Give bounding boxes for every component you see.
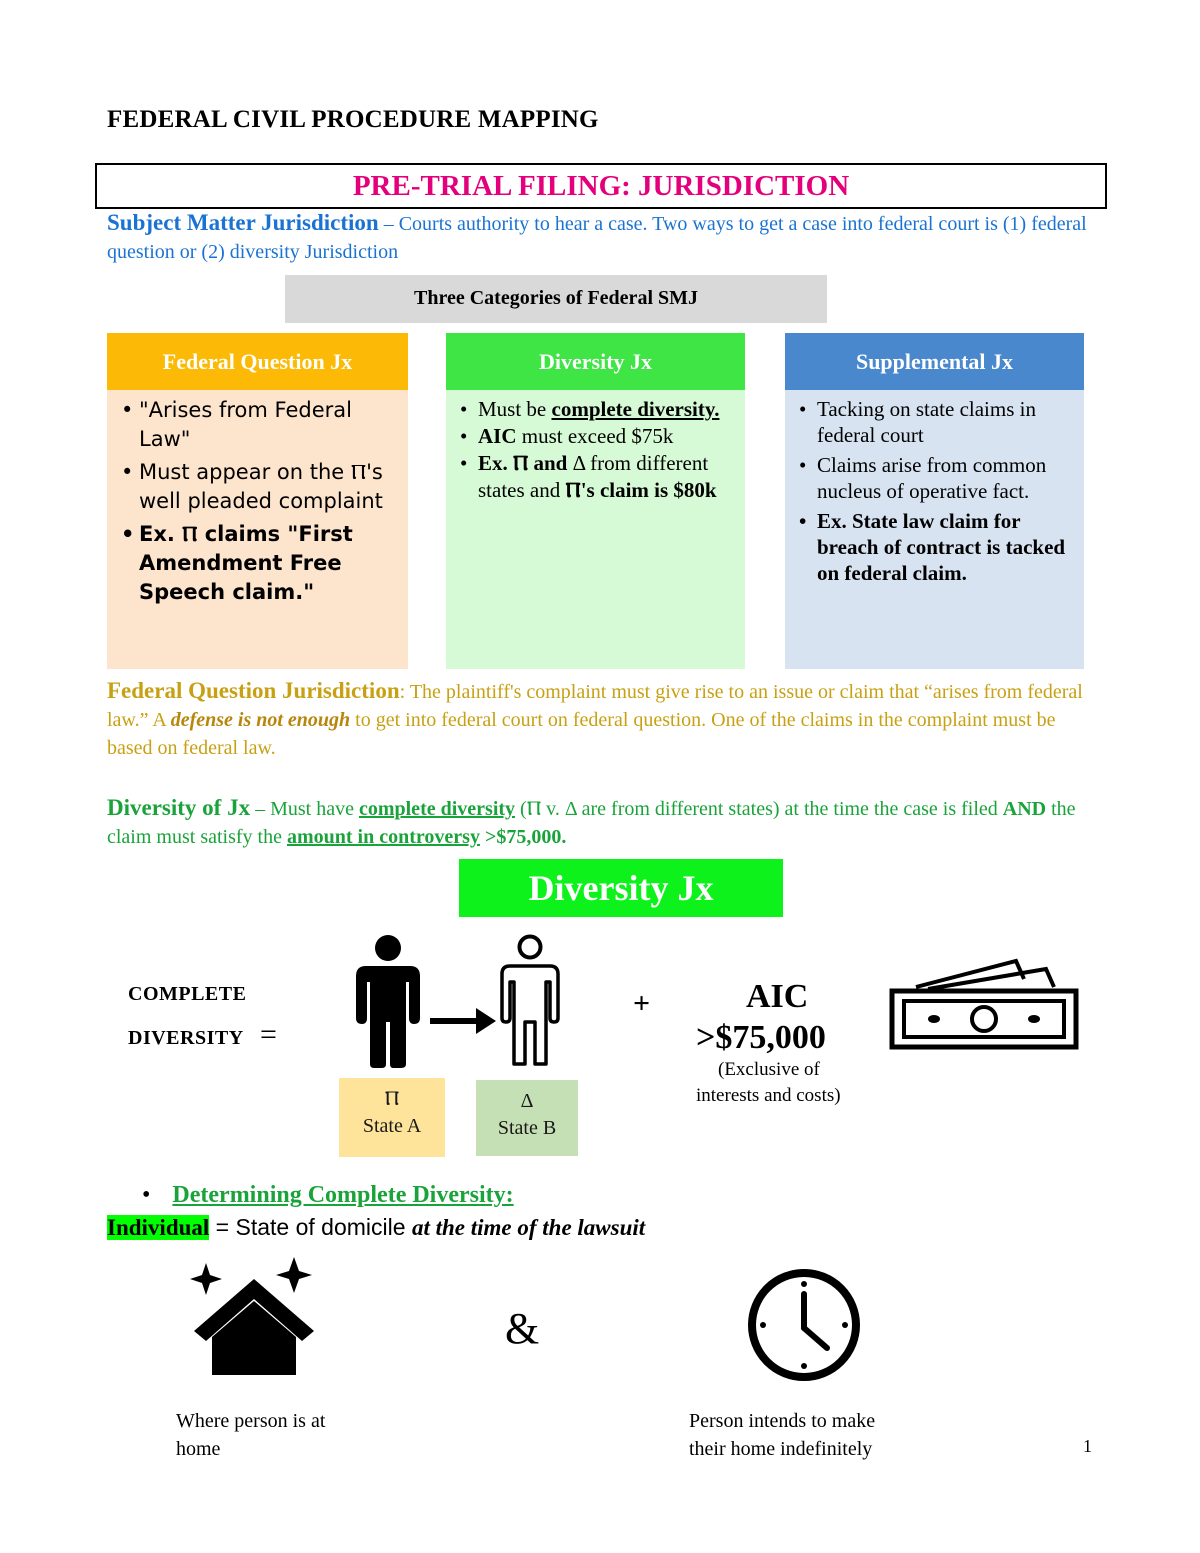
- list-item: • Ex. Ⲡ and Δ from different states and Ⲡ's claim is $80k: [460, 450, 733, 504]
- state-a-label: State A: [362, 1115, 422, 1137]
- equals-sign: =: [260, 1018, 277, 1051]
- page-number: 1: [1083, 1436, 1092, 1456]
- state-a-box: [339, 1078, 445, 1157]
- plus-sign: +: [633, 987, 651, 1020]
- clock-icon: [745, 1266, 863, 1384]
- arrow-right-icon: [430, 1008, 496, 1034]
- individual-highlight: Individual: [107, 1215, 210, 1240]
- determining-heading: • Determining Complete Diversity:: [142, 1182, 514, 1208]
- card-header-diversity: Diversity Jx: [446, 333, 745, 390]
- list-item: • Ex. Ⲡ claims "First Amendment Free Speech claim.": [121, 520, 396, 607]
- defendant-symbol: Δ: [520, 1090, 534, 1112]
- home-caption: Where person is at home: [176, 1410, 326, 1460]
- state-b-label: State B: [497, 1117, 557, 1139]
- aic-note-line2: interests and costs): [696, 1085, 841, 1106]
- card-body-federal-question: [107, 390, 408, 669]
- state-b-box: [476, 1080, 578, 1156]
- list-item: • Ex. State law claim for breach of contract is tacked on federal claim.: [799, 508, 1072, 586]
- plaintiff-symbol: Ⲡ: [384, 1088, 400, 1110]
- card-body-diversity: [446, 390, 745, 669]
- list-item: • Claims arise from common nucleus of operative fact.: [799, 452, 1072, 504]
- card-federal-question: [107, 333, 408, 669]
- individual-line: Individual = State of domicile at the time of the lawsuit: [107, 1214, 646, 1240]
- money-icon: [888, 955, 1080, 1051]
- ampersand: &: [505, 1304, 540, 1353]
- diversity-jx-box: Diversity Jx: [459, 859, 783, 917]
- fqj-emphasis: defense is not enough: [170, 709, 351, 731]
- fqj-paragraph: Federal Question Jurisdiction: The plaintiff's complaint must give rise to an issue or claim that “arises from federal law.” A defense is not enough to get into federal court on federal question. One of the claims in the complaint must be based on federal law.: [107, 678, 1083, 759]
- card-body-supplemental: [785, 390, 1084, 669]
- complete-label-line1: COMPLETE: [128, 983, 247, 1005]
- document-title: FEDERAL CIVIL PROCEDURE MAPPING: [107, 106, 599, 133]
- categories-label: Three Categories of Federal SMJ: [285, 275, 827, 323]
- aic-label: AIC: [746, 978, 809, 1015]
- card-diversity: [446, 333, 745, 669]
- aic-amount: >$75,000: [696, 1019, 826, 1056]
- aic-note-line1: (Exclusive of: [718, 1059, 820, 1080]
- person-outline-icon: [498, 934, 562, 1068]
- bullet-icon: •: [142, 1182, 151, 1208]
- card-supplemental: [785, 333, 1084, 669]
- list-item: • Must be complete diversity.: [460, 396, 733, 423]
- intent-caption: Person intends to make their home indefinitely: [689, 1410, 876, 1460]
- list-item: • Tacking on state claims in federal court: [799, 396, 1072, 448]
- fqj-term: Federal Question Jurisdiction: [107, 678, 400, 703]
- list-item: • AIC must exceed $75k: [460, 423, 733, 450]
- card-header-supplemental: Supplemental Jx: [785, 333, 1084, 390]
- doj-paragraph: Diversity of Jx – Must have complete diversity (Ⲡ v. Δ are from different states) at the time the case is filed AND the claim must satisfy the amount in controversy >$75,000.: [107, 795, 1076, 848]
- smj-text: – Courts authority to hear a case. Two ways to get a case into federal court is (1) federal question or (2) diversity Jurisdiction: [107, 213, 1087, 263]
- smj-paragraph: [107, 209, 1097, 266]
- house-icon: [190, 1257, 320, 1377]
- list-item: • "Arises from Federal Law": [121, 396, 396, 454]
- card-header-federal-question: Federal Question Jx: [107, 333, 408, 390]
- complete-label-line2: DIVERSITY: [128, 1027, 244, 1049]
- section-banner: PRE-TRIAL FILING: JURISDICTION: [95, 163, 1107, 209]
- list-item: • Must appear on the Ⲡ's well pleaded complaint: [121, 458, 396, 516]
- person-icon: [352, 934, 424, 1068]
- smj-term: Subject Matter Jurisdiction: [107, 210, 379, 235]
- doj-term: Diversity of Jx: [107, 795, 251, 820]
